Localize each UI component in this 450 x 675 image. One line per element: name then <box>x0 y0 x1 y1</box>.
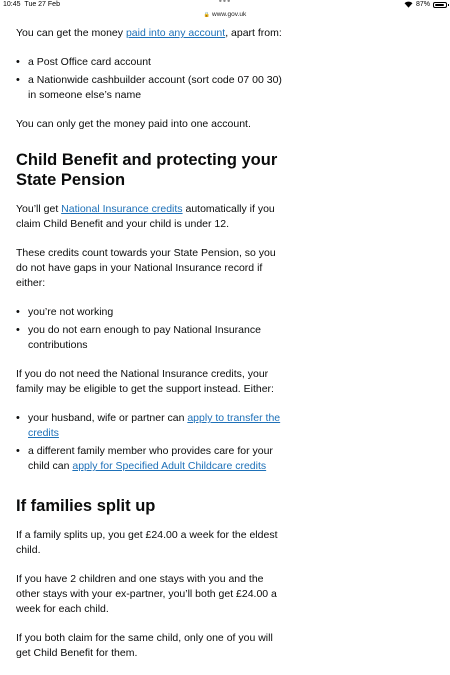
child-benefit-pension-heading: Child Benefit and protecting your State Pension <box>16 151 278 189</box>
families-split-heading: If families split up <box>16 497 156 515</box>
ni-credits-paragraph: You’ll get National Insurance credits automatically if you claim Child Benefit and your child is under 12. <box>16 203 275 230</box>
url-text: www.gov.uk <box>212 11 247 18</box>
paid-into-any-account-link[interactable]: paid into any account <box>125 27 226 39</box>
intro-paragraph: You can get the money paid into any account, apart from: <box>16 27 282 39</box>
split-paragraph: If a family splits up, you get £24.00 a week for the eldest child. <box>16 529 278 556</box>
battery-percent: 87% <box>415 1 430 8</box>
list-item: • a Nationwide cashbuilder account (sort code 07 00 30) in someone else’s name <box>16 73 288 103</box>
same-child-paragraph: If you both claim for the same child, only one of you will get Child Benefit for them. <box>16 632 273 659</box>
specified-adult-childcare-credits-link[interactable]: apply for Specified Adult Childcare credits <box>72 460 267 472</box>
status-date: Tue 27 Feb <box>24 1 60 8</box>
support-paragraph: If you do not need the National Insurance credits, your family may be eligible to get the support instead. Either: <box>16 368 274 395</box>
support-options-list <box>16 411 288 474</box>
lock-icon: 🔒 <box>203 12 211 18</box>
battery-level <box>435 4 444 6</box>
two-children-paragraph: If you have 2 children and one stays with you and the other stays with your ex-partner, you’ll both get £24.00 a week for each child. <box>16 573 277 615</box>
credits-count-paragraph: These credits count towards your State Pension, so you do not have gaps in your National Insurance record if either: <box>16 247 276 289</box>
list-item: • you do not earn enough to pay National Insurance contributions <box>16 323 288 353</box>
status-time: 10:45 <box>3 1 21 8</box>
status-indicators <box>404 0 447 9</box>
battery-icon <box>433 2 447 8</box>
national-insurance-credits-link[interactable]: National Insurance credits <box>61 203 183 215</box>
one-account-paragraph: You can only get the money paid into one account. <box>16 118 251 130</box>
apply-transfer-credits-link[interactable]: apply to transfer the credits <box>28 412 281 439</box>
list-item: • you’re not working <box>16 305 288 320</box>
main-content <box>16 26 288 675</box>
account-exceptions-list <box>16 55 288 103</box>
wifi-icon <box>404 1 413 8</box>
list-item: • a different family member who provides care for your child can apply for Specified Adult Childcare credits <box>16 444 288 474</box>
list-item: • a Post Office card account <box>16 55 288 70</box>
multitasking-dots-icon[interactable]: ••• <box>218 0 232 6</box>
list-item: • your husband, wife or partner can apply to transfer the credits <box>16 411 288 441</box>
gaps-conditions-list <box>16 305 288 353</box>
address-bar[interactable] <box>0 11 450 20</box>
